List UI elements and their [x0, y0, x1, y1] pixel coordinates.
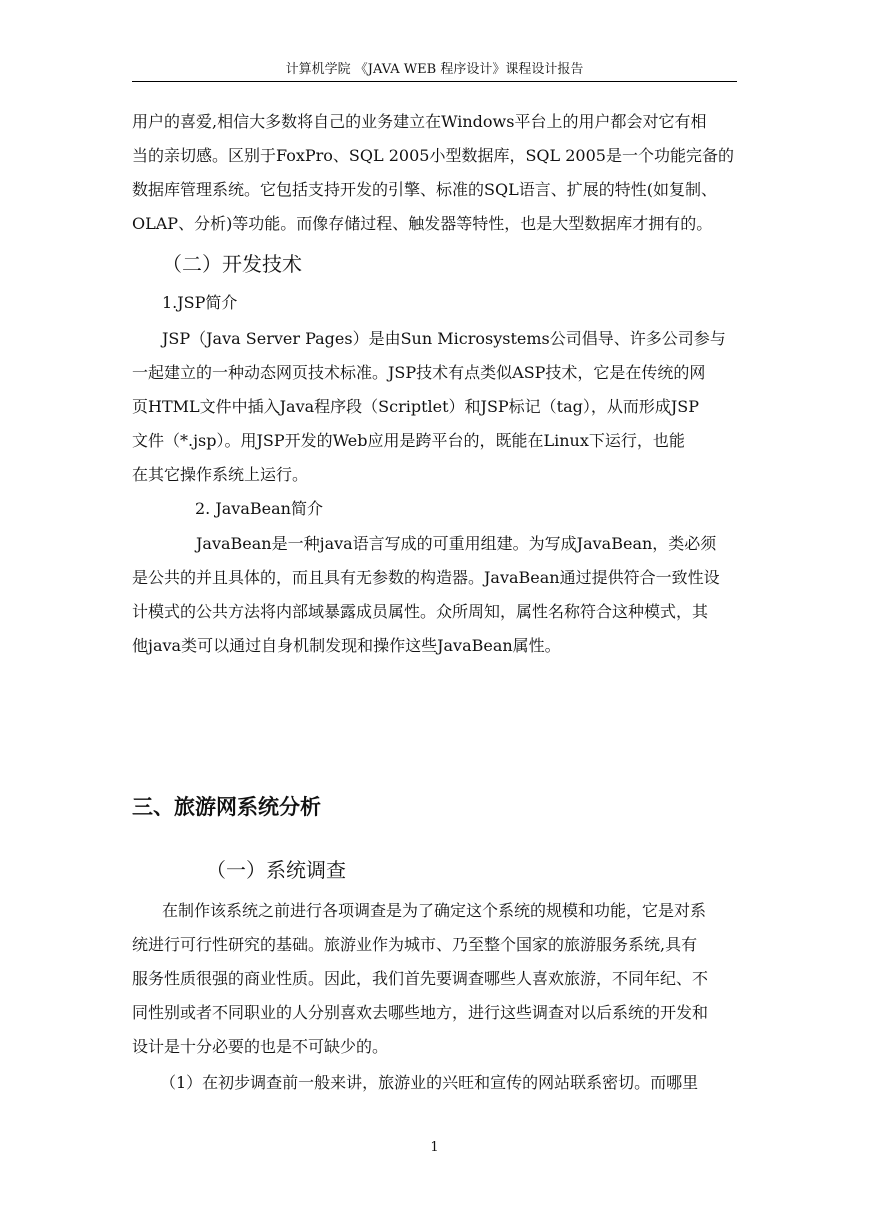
text-line: 一起建立的一种动态网页技术标准。JSP技术有点类似ASP技术，它是在传统的网: [132, 363, 706, 382]
text-line: JavaBean是一种java语言写成的可重用组建。为写成JavaBean，类必须: [196, 534, 717, 553]
text-line: 页HTML文件中插入Java程序段（Scriptlet）和JSP标记（tag），从而形成JSP: [132, 397, 700, 416]
subsection-heading-javabean: 2. JavaBean简介: [195, 499, 323, 518]
section-heading-survey: （一）系统调查: [206, 858, 346, 882]
chapter-heading: 三、旅游网系统分析: [132, 795, 321, 819]
text-line: 在其它操作系统上运行。: [132, 465, 309, 484]
text-line: 在制作该系统之前进行各项调查是为了确定这个系统的规模和功能，它是对系: [162, 901, 707, 920]
text-line: 设计是十分必要的也是不可缺少的。: [132, 1037, 389, 1056]
text-line: 文件（*.jsp）。用JSP开发的Web应用是跨平台的，既能在Linux下运行，也能: [132, 431, 685, 450]
subsection-heading-jsp: 1.JSP简介: [162, 293, 238, 312]
text-line: 他java类可以通过自身机制发现和操作这些JavaBean属性。: [132, 636, 561, 655]
text-line: 服务性质很强的商业性质。因此，我们首先要调查哪些人喜欢旅游，不同年纪、不: [132, 969, 709, 988]
text-line: 统进行可行性研究的基础。旅游业作为城市、乃至整个国家的旅游服务系统,具有: [132, 935, 698, 954]
page-number: 1: [430, 1140, 439, 1155]
text-line: 是公共的并且具体的，而且具有无参数的构造器。JavaBean通过提供符合一致性设: [132, 568, 720, 587]
paragraph-javabean: [132, 527, 738, 663]
text-line: 用户的喜爱,相信大多数将自己的业务建立在Windows平台上的用户都会对它有相: [132, 112, 707, 131]
text-line: 计模式的公共方法将内部域暴露成员属性。众所周知，属性名称符合这种模式，其: [132, 602, 709, 621]
paragraph-initial-survey: [132, 1066, 738, 1100]
text-line: （1）在初步调查前一般来讲，旅游业的兴旺和宣传的网站联系密切。而哪里: [160, 1073, 699, 1092]
text-line: 当的亲切感。区别于FoxPro、SQL 2005小型数据库，SQL 2005是一个功能完备的: [132, 146, 734, 165]
paragraph-sql-server: [132, 105, 738, 241]
paragraph-survey: [132, 894, 738, 1064]
text-line: 同性别或者不同职业的人分别喜欢去哪些地方，进行这些调查对以后系统的开发和: [132, 1003, 709, 1022]
section-heading-dev-tech: （二）开发技术: [162, 252, 302, 276]
text-line: 数据库管理系统。它包括支持开发的引擎、标准的SQL语言、扩展的特性(如复制、: [132, 180, 717, 199]
paragraph-jsp: [132, 322, 738, 492]
page-header: 计算机学院 《JAVA WEB 程序设计》课程设计报告: [285, 62, 584, 77]
text-line: OLAP、分析)等功能。而像存储过程、触发器等特性，也是大型数据库才拥有的。: [132, 214, 713, 233]
header-rule: [132, 81, 737, 82]
text-line: JSP（Java Server Pages）是由Sun Microsystems公司倡导、许多公司参与: [162, 329, 726, 348]
